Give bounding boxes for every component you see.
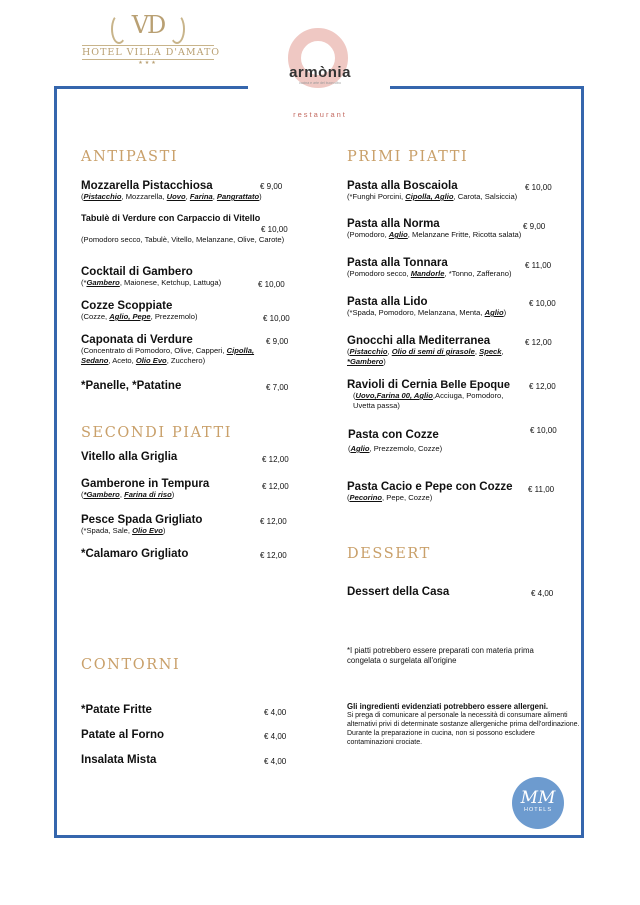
contorni-heading: CONTORNI (81, 657, 181, 673)
menu-item (348, 429, 523, 454)
item-name: Gamberone in Tempura (81, 478, 210, 490)
primi-heading: PRIMI PIATTI (347, 149, 469, 165)
menu-item (347, 335, 537, 367)
item-name: Cozze Scoppiate (81, 300, 173, 312)
restaurant-label: restaurant (293, 110, 347, 119)
item-desc: (Cozze, Aglio, Pepe, Prezzemolo) (81, 312, 198, 321)
menu-item (347, 586, 449, 598)
menu-item (347, 296, 557, 318)
item-name: *Patate Fritte (81, 704, 152, 716)
item-desc: (*Spada, Sale, Olio Evo) (81, 526, 166, 535)
item-price: € 12,00 (262, 455, 289, 464)
item-desc: (*Gambero, Farina di riso) (81, 490, 175, 499)
item-desc: (Concentrato di Pomodoro, Olive, Capperi, Cipolla, Sedano, Aceto, Olio Evo, Zucchero) (81, 346, 255, 365)
hotel-stars: ★★★ (138, 59, 158, 66)
item-price: € 4,00 (264, 757, 287, 766)
mm-monogram: MM (520, 788, 556, 808)
secondi-heading: SECONDI PIATTI (81, 425, 233, 441)
menu-item (81, 704, 152, 716)
menu-item (81, 451, 177, 463)
item-desc: (Pecorino, Pepe, Cozze) (347, 493, 433, 502)
item-desc: (Pomodoro secco, Tabulè, Vitello, Melanzane, Olive, Carote) (81, 235, 285, 244)
item-name: Gnocchi alla Mediterranea (347, 335, 491, 347)
item-name: Pasta Cacio e Pepe con Cozze (347, 481, 513, 493)
item-price: € 4,00 (264, 708, 287, 717)
item-price: € 9,00 (523, 222, 546, 231)
item-price: € 12,00 (260, 551, 287, 560)
item-price: € 10,00 (258, 280, 285, 289)
item-price: € 10,00 (530, 426, 557, 435)
menu-item (81, 213, 291, 245)
item-price: € 4,00 (531, 589, 554, 598)
menu-item (81, 334, 271, 366)
menu-item (81, 514, 202, 536)
item-name: Patate al Forno (81, 729, 165, 741)
armonia-tagline: cucina e arte del buon cibo (299, 81, 341, 85)
item-name: Pasta con Cozze (348, 429, 439, 441)
item-price: € 4,00 (264, 732, 287, 741)
armonia-wordmark: armònia (289, 64, 351, 81)
item-name: Mozzarella Pistacchiosa (81, 180, 213, 192)
item-price: € 10,00 (529, 299, 556, 308)
item-desc: (*Spada, Pomodoro, Melanzana, Menta, Aglio) (347, 308, 507, 317)
item-desc: (*Funghi Porcini, Cipolla, Aglio, Carota, Salsiccia) (347, 192, 518, 201)
hotel-monogram: VD (131, 11, 165, 39)
item-name: Pasta alla Tonnara (347, 257, 448, 269)
menu-item (81, 300, 281, 322)
laurel-right-icon (169, 14, 185, 44)
item-price: € 10,00 (263, 314, 290, 323)
item-desc: (*Gambero, Maionese, Ketchup, Lattuga) (81, 278, 222, 287)
item-desc: (Uovo,Farina 00, Aglio,Acciuga, Pomodoro, Uvetta passa) (353, 391, 504, 410)
menu-item (81, 380, 181, 392)
item-price: € 9,00 (260, 182, 283, 191)
item-price: € 12,00 (262, 482, 289, 491)
item-name: Pesce Spada Grigliato (81, 514, 203, 526)
item-price: € 9,00 (266, 337, 289, 346)
item-name: Caponata di Verdure (81, 334, 193, 346)
hotel-villa-damato-logo (82, 10, 221, 66)
menu-item (81, 729, 164, 741)
allergen-text: Si prega di comunicare al personale la necessità di consumare alimenti alternativi privi di determinate sostanze allergeniche prima dell'ordinazione. Durante la preparazione in cucina, non si possono escludere contaminazioni crociate. (347, 712, 580, 746)
item-price: € 11,00 (525, 261, 552, 270)
item-desc: (Aglio, Prezzemolo, Cozze) (348, 444, 443, 453)
dessert-heading: DESSERT (347, 546, 431, 562)
menu-item (347, 481, 527, 503)
item-name: Ravioli di Cernia Belle Epoque (347, 379, 510, 391)
item-price: € 7,00 (266, 383, 289, 392)
antipasti-heading: ANTIPASTI (81, 149, 179, 165)
menu-item (81, 478, 209, 500)
item-name: Pasta alla Lido (347, 296, 428, 308)
item-name: Tabulè di Verdure con Carpaccio di Vitello (81, 213, 261, 223)
mm-hotels-label: HOTELS (523, 807, 552, 813)
item-name: *Calamaro Grigliato (81, 548, 189, 560)
item-name: Cocktail di Gambero (81, 266, 193, 278)
item-name: Pasta alla Norma (347, 218, 440, 230)
mm-hotels-logo (512, 777, 564, 829)
item-name: Dessert della Casa (347, 586, 450, 598)
item-price: € 10,00 (261, 225, 288, 234)
item-name: Vitello alla Griglia (81, 451, 178, 463)
item-price: € 12,00 (529, 382, 556, 391)
item-price: € 12,00 (525, 338, 552, 347)
menu-item (81, 754, 156, 766)
item-desc: (Pistacchio, Olio di semi di girasole, Speck, *Gambero) (347, 347, 504, 366)
menu-item (347, 379, 522, 411)
item-desc: (Pistacchio, Mozzarella, Uovo, Farina, Pangrattato) (81, 192, 262, 201)
item-name: Pasta alla Boscaiola (347, 180, 458, 192)
hotel-name: HOTEL VILLA D'AMATO (82, 46, 221, 58)
allergen-heading: Gli ingredienti evidenziati potrebbero essere allergeni. (347, 702, 549, 711)
frozen-note: *I piatti potrebbero essere preparati con materia prima congelata o surgelata all'origine (347, 646, 534, 665)
menu-item (81, 266, 281, 288)
item-name: Insalata Mista (81, 754, 157, 766)
item-desc: (Pomodoro secco, Mandorle, *Tonno, Zafferano) (347, 269, 512, 278)
item-price: € 12,00 (260, 517, 287, 526)
item-name: *Panelle, *Patatine (81, 380, 182, 392)
menu-item (81, 548, 188, 560)
item-desc: (Pomodoro, Aglio, Melanzane Fritte, Ricotta salata) (347, 230, 522, 239)
item-price: € 10,00 (525, 183, 552, 192)
allergen-notice (347, 702, 580, 747)
item-price: € 11,00 (528, 485, 555, 494)
laurel-left-icon (111, 14, 127, 44)
